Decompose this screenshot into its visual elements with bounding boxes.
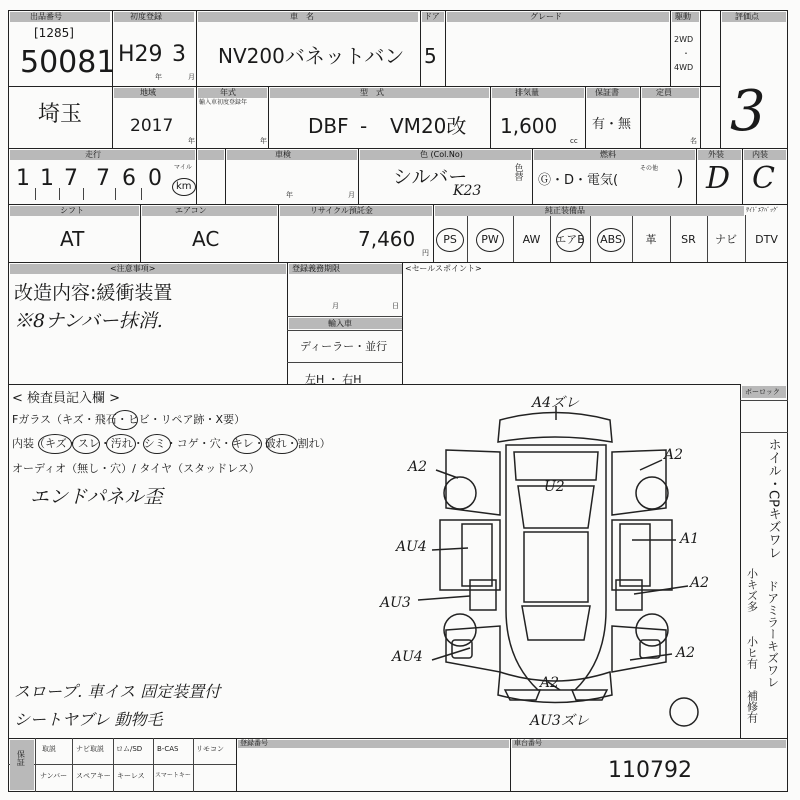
repaired-text: 補修有 [745, 690, 759, 723]
label-sales-point: <セールスポイント> [405, 264, 482, 273]
label-first-registration: 初度登録 [130, 12, 162, 21]
label-displacement: 排気量 [515, 88, 539, 97]
tick-day: 日 [392, 302, 399, 310]
mile-label: マイル [174, 164, 192, 171]
inspector-interior: 内装（キズ・スレ・汚れ・シミ・コゲ・穴・キレ・破れ・割れ） [12, 437, 331, 450]
warranty-value: 有・無 [592, 117, 632, 132]
equipment-item: 革 [645, 233, 657, 246]
mark-front-right: A2 [664, 447, 684, 463]
mileage-digit: 7 [64, 166, 78, 191]
small-scratches-text: 小キズ多 [745, 568, 759, 612]
mark-bottom-label: AU3ズレ [530, 713, 589, 729]
fuel-close: ) [676, 166, 684, 190]
first-reg-era: H29 [118, 42, 163, 67]
bottom-spare-key: スペアキー [76, 772, 111, 780]
model-dash: - [360, 114, 368, 138]
region-value: 埼玉 [38, 102, 83, 127]
first-reg-month: 3 [172, 42, 186, 67]
label-interior: 内装 [752, 150, 768, 159]
equipment-item: SR [681, 233, 696, 246]
drive-4wd: 4WD [674, 63, 694, 72]
fuel-options: Ⓖ・D・電気( [538, 173, 619, 188]
tick-month: 月 [188, 73, 195, 81]
shift-value: AT [60, 227, 85, 251]
aircon-value: AC [192, 227, 220, 251]
inspector-glass: Fガラス（キズ・飛石・ヒビ・リペア跡・X要） [12, 413, 246, 426]
bottom-manual: 取説 [42, 745, 56, 753]
label-import-year: 輸入車初度登録年 [199, 99, 248, 106]
label-registration-expiry: 登録義務期限 [292, 264, 340, 273]
equipment-item: ABS [600, 233, 622, 246]
tick-month-2: 月 [348, 191, 355, 199]
label-warranty: 保証書 [595, 88, 619, 97]
tick-people: 名 [690, 137, 697, 145]
label-lot-no: 出品番号 [30, 12, 62, 21]
inspector-handwritten-1: エンドパネル歪 [30, 486, 163, 508]
label-frame-no: 車台番号 [514, 739, 542, 747]
label-exterior: 外装 [708, 150, 724, 159]
tick-year-4: 年 [286, 191, 293, 199]
bottom-rom-sd: ロム/SD [116, 745, 143, 753]
label-model-year: 年式 [220, 88, 236, 97]
drive-2wd: 2WD [674, 35, 694, 44]
mileage-digit: 6 [122, 166, 136, 191]
score-value: 3 [730, 79, 766, 144]
label-recycle: リサイクル預託金 [310, 206, 373, 215]
equipment-item: AW [522, 233, 541, 246]
label-drawing-tab: ボーロック [745, 388, 780, 396]
label-mileage: 走行 [85, 150, 101, 159]
handle-side: 左H ・ 右H [305, 373, 362, 386]
mark-right-door-2: A2 [690, 575, 710, 591]
label-color: 色 (Col.No) [420, 150, 463, 159]
door-mirror-text: ドアミラーキズワレ [765, 580, 780, 688]
label-imported: 輸入車 [328, 319, 352, 328]
notes-line-1: 改造内容:緩衝装置 [14, 282, 173, 304]
bottom-remote: リモコン [196, 745, 224, 753]
mileage-digit: 1 [16, 166, 30, 191]
mark-front-left: A2 [408, 459, 428, 475]
drive-dot: ・ [682, 49, 690, 58]
bottom-side-label: 保証 [16, 750, 26, 766]
model-prefix: DBF [308, 114, 349, 138]
tick-year-3: 年 [260, 137, 267, 145]
mileage-digit: 1 [40, 166, 54, 191]
notes-line-2: ※8ナンバー抹消. [14, 310, 163, 332]
frame-number: 110792 [608, 758, 692, 783]
label-grade: グレード [530, 12, 562, 21]
model-code: VM20改 [390, 114, 467, 138]
recycle-fee: 7,460 [358, 227, 416, 251]
tick-yen: 円 [422, 249, 429, 257]
mark-left-door-1: AU4 [396, 539, 427, 555]
label-capacity: 定員 [656, 88, 672, 97]
label-model-type: 型 式 [360, 88, 384, 97]
label-fuel: 燃料 [600, 150, 616, 159]
label-aircon: エアコン [175, 206, 207, 215]
equipment-item: PW [481, 233, 499, 246]
exterior-grade: D [706, 161, 731, 196]
label-shift: シフト [60, 206, 84, 215]
mark-roof: U2 [544, 479, 565, 495]
tick-year: 年 [155, 73, 162, 81]
bottom-bcas: B-CAS [157, 745, 179, 753]
fuel-other: その他 [640, 165, 659, 172]
equipment-item: ナビ [715, 233, 737, 246]
label-doors: ドア [424, 12, 440, 21]
bottom-smart-key: スマートキー [155, 772, 191, 779]
mark-right-rear: A2 [676, 645, 696, 661]
tick-month-3: 月 [332, 302, 339, 310]
displacement-value: 1,600 [500, 114, 558, 138]
label-region: 地域 [140, 88, 156, 97]
car-name: NV200バネットバン [218, 44, 405, 68]
label-score: 評価点 [735, 12, 759, 21]
label-equipment: 純正装備品 [545, 206, 585, 215]
equipment-item: PS [443, 233, 457, 246]
color-value: シルバー [393, 166, 468, 188]
inspector-handwritten-3: シートヤブレ 動物毛 [14, 710, 163, 729]
door-count: 5 [424, 44, 437, 68]
dealer-parallel: ディーラー・並行 [300, 340, 388, 353]
inspector-handwritten-2: スロープ. 車イス 固定装置付 [14, 682, 221, 701]
color-code: K23 [453, 183, 482, 199]
label-reg-no: 登録番号 [240, 739, 268, 747]
mark-top: A4ズレ [532, 395, 580, 411]
inspector-audio: オーディオ（無し・穴）/ タイヤ（スタッドレス） [12, 462, 260, 475]
wheel-cap-text: ホイル・CPキズワレ [765, 438, 781, 559]
tick-cc: cc [570, 137, 578, 145]
bottom-nav-manual: ナビ取説 [76, 745, 104, 753]
label-side-airbag: ｻｲﾄﾞｴｱﾊﾞｯｸﾞ [746, 207, 780, 214]
bottom-keyless: キーレス [117, 772, 145, 780]
label-drive: 駆動 [675, 12, 691, 21]
model-year-value: 2017 [130, 116, 174, 136]
equipment-item: エアB [555, 233, 585, 246]
mark-left-door-2: AU3 [380, 595, 411, 611]
km-label: km [176, 181, 192, 192]
label-car-name: 車 名 [290, 12, 314, 21]
mark-bottom: A2 [540, 675, 560, 691]
inspector-heading: < 検査員記入欄 > [12, 391, 121, 406]
color-change-label: 色替 [512, 163, 523, 181]
label-inspection: 車検 [275, 150, 291, 159]
lot-prefix: [1285] [34, 26, 74, 40]
interior-grade: C [752, 161, 775, 196]
small-cracks-text: 小ヒ有 [745, 636, 759, 669]
label-notes: <注意事項> [110, 264, 156, 273]
mileage-digit: 7 [96, 166, 110, 191]
mark-right-door-1: A1 [680, 531, 700, 547]
equipment-item: DTV [755, 233, 778, 246]
mileage-digit: 0 [148, 166, 162, 191]
lot-number: 50081 [20, 45, 116, 80]
bottom-number: ナンバー [40, 772, 68, 780]
mark-left-rear: AU4 [392, 649, 423, 665]
tick-year-2: 年 [188, 137, 195, 145]
